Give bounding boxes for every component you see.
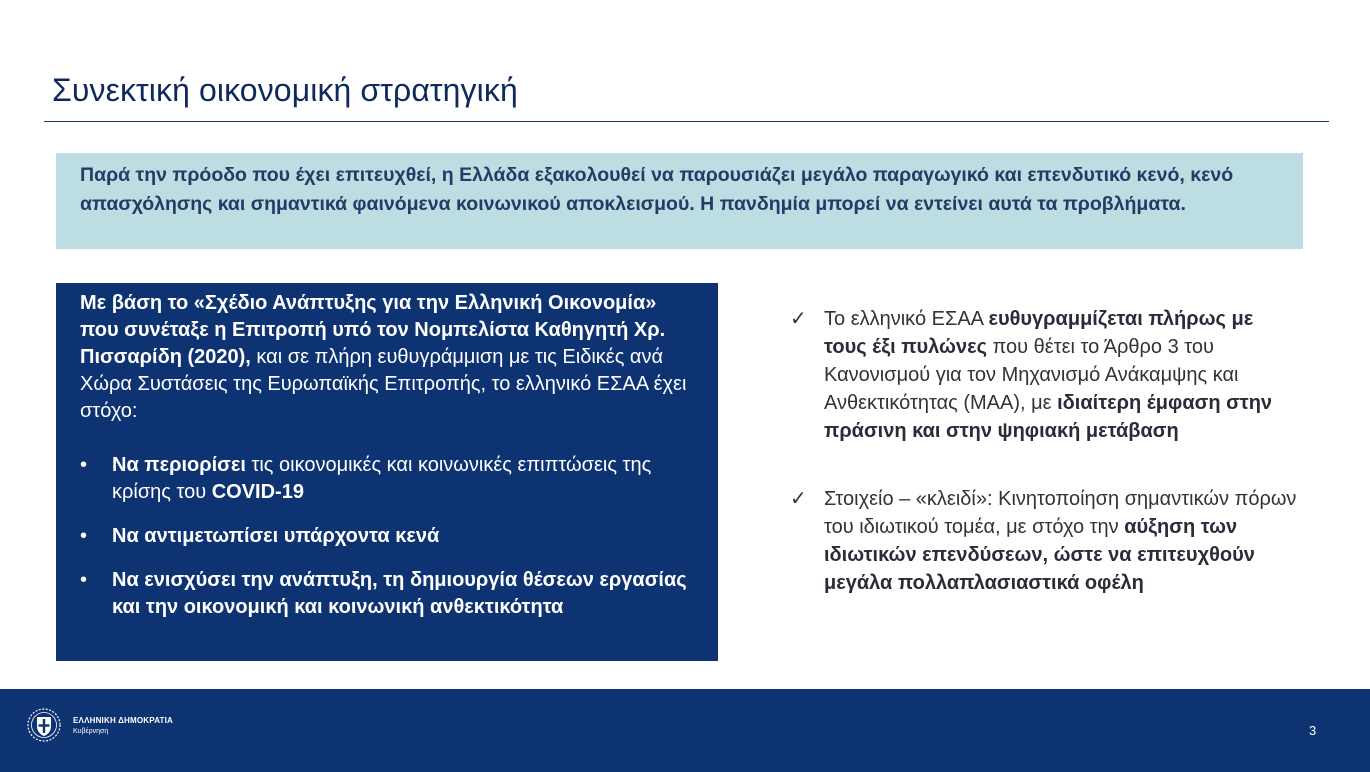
bullet-text: τις οικονομικές και κοινωνικές επιπτώσεις της κρίσης του (112, 454, 652, 503)
bullet-bold: Να περιορίσει (112, 454, 246, 476)
highlight-text: Παρά την πρόοδο που έχει επιτευχθεί, η Ελλάδα εξακολουθεί να παρουσιάζει μεγάλο παραγωγικό και επενδυτικό κενό, κενό απασχόλησης και σημαντικά φαινόμενα κοινωνικού αποκλεισμού. Η πανδημία μπορεί να εντείνει αυτά τα προβλήματα. (80, 164, 1234, 215)
bullet-icon: • (80, 525, 88, 547)
intro-text: και σε πλήρη ευθυγράμμιση με τις Ειδικές ανά Χώρα Συστάσεις της Ευρωπαϊκής Επιτροπής, το ελληνικό ΕΣΑΑ έχει στόχο: (80, 346, 687, 422)
point-text: που θέτει το Άρθρο 3 του Κανονισμού για τον Μηχανισμό Ανάκαμψης και Ανθεκτικότητας (ΜΑΑ), με (824, 336, 1239, 414)
list-item (80, 523, 698, 550)
point-text: Το ελληνικό ΕΣΑΑ (824, 308, 989, 330)
bullet-icon: • (80, 569, 88, 591)
point-bold: αύξηση των ιδιωτικών επενδύσεων, ώστε να επιτευχθούν μεγάλα πολλαπλασιαστικά οφέλη (824, 516, 1255, 594)
objectives-list (80, 452, 698, 621)
bullet-icon: • (80, 454, 88, 476)
footer-org-name: ΕΛΛΗΝΙΚΗ ΔΗΜΟΚΡΑΤΙΑ (73, 716, 173, 725)
list-item (790, 305, 1300, 445)
page-number: 3 (1309, 723, 1317, 738)
coat-of-arms-icon (27, 708, 61, 742)
point-bold: ιδιαίτερη έμφαση στην πράσινη και στην ψηφιακή μετάβαση (824, 392, 1273, 442)
key-points (790, 305, 1300, 597)
bullet-bold: Να ενισχύσει την ανάπτυξη, τη δημιουργία θέσεων εργασίας και την οικονομική και κοινωνική ανθεκτικότητα (112, 569, 687, 618)
bullet-bold-covid: COVID-19 (211, 481, 304, 503)
point-bold: ευθυγραμμίζεται πλήρως με τους έξι πυλώνες (824, 308, 1254, 358)
point-text: Στοιχείο – «κλειδί»: Κινητοποίηση σημαντικών πόρων του ιδιωτικού τομέα, με στόχο την (824, 488, 1297, 538)
checkmark-icon: ✓ (790, 308, 807, 330)
list-item (80, 452, 698, 506)
title-divider (44, 121, 1329, 122)
intro-bold: Με βάση το «Σχέδιο Ανάπτυξης για την Ελληνική Οικονομία» που συνέταξε η Επιτροπή υπό τον Νομπελίστα Καθηγητή Χρ. Πισσαρίδη (2020), (80, 292, 666, 368)
footer-subtitle: Κυβέρνηση (73, 728, 109, 735)
list-item (80, 567, 698, 621)
footer-bar (0, 689, 1370, 772)
objectives-intro (80, 290, 698, 425)
list-item (790, 485, 1300, 597)
highlight-box (56, 153, 1303, 249)
page-title: Συνεκτική οικονομική στρατηγική (52, 72, 518, 108)
checkmark-icon: ✓ (790, 488, 807, 510)
objectives-box (56, 283, 718, 661)
bullet-bold: Να αντιμετωπίσει υπάρχοντα κενά (112, 525, 440, 547)
